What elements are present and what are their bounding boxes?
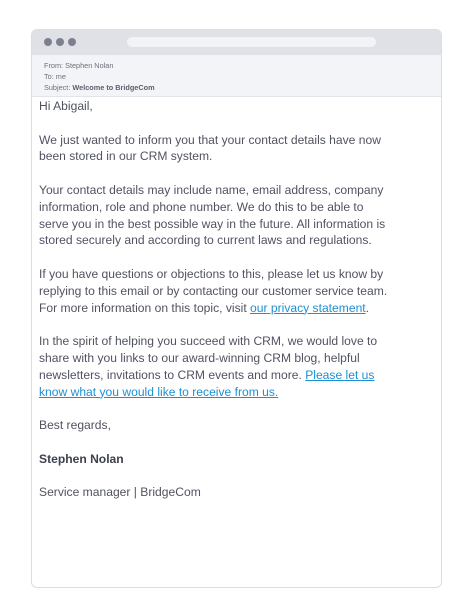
address-bar[interactable] bbox=[127, 37, 376, 47]
window-titlebar bbox=[32, 30, 441, 55]
paragraph-4 bbox=[39, 333, 389, 400]
paragraph-4-text: In the spirit of helping you succeed with CRM, we would love to share with you links to our award-winning CRM blog, helpful newsletters, invitations to CRM events and more. bbox=[39, 334, 378, 382]
email-header bbox=[32, 55, 441, 97]
greeting: Hi Abigail, bbox=[39, 99, 93, 113]
closing: Best regards, bbox=[39, 418, 111, 433]
email-body bbox=[39, 98, 389, 518]
window-controls bbox=[44, 38, 76, 46]
preferences-link[interactable]: Please let us know what you would like to receive from us. bbox=[39, 367, 375, 399]
from-row bbox=[44, 60, 441, 71]
subject-label: Subject: bbox=[44, 83, 71, 92]
subject-row bbox=[44, 82, 441, 93]
paragraph-2: Your contact details may include name, email address, company information, role and phone number. We do this to be able to serve you in the best possible way in the future. All information is stored securely and according to current laws and regulations. bbox=[39, 182, 386, 248]
privacy-statement-link[interactable]: our privacy statement bbox=[250, 300, 366, 315]
subject-value: Welcome to BridgeCom bbox=[72, 83, 155, 92]
from-value: Stephen Nolan bbox=[65, 61, 114, 70]
window-maximize-dot[interactable] bbox=[68, 38, 76, 46]
to-value: me bbox=[55, 72, 66, 81]
signature-role: Service manager | BridgeCom bbox=[39, 485, 201, 500]
to-label: To: bbox=[44, 72, 54, 81]
paragraph-3-text: If you have questions or objections to this, please let us know by replying to this email or by contacting our customer service team. For more information on this topic, visit bbox=[39, 266, 388, 315]
window-minimize-dot[interactable] bbox=[56, 38, 64, 46]
window-close-dot[interactable] bbox=[44, 38, 52, 46]
paragraph-3-end: . bbox=[365, 300, 370, 315]
paragraph-1: We just wanted to inform you that your contact details have now been stored in our CRM system. bbox=[39, 132, 381, 164]
from-label: From: bbox=[44, 61, 64, 70]
paragraph-3 bbox=[39, 266, 389, 316]
signature-name: Stephen Nolan bbox=[39, 451, 124, 466]
to-row bbox=[44, 71, 441, 82]
